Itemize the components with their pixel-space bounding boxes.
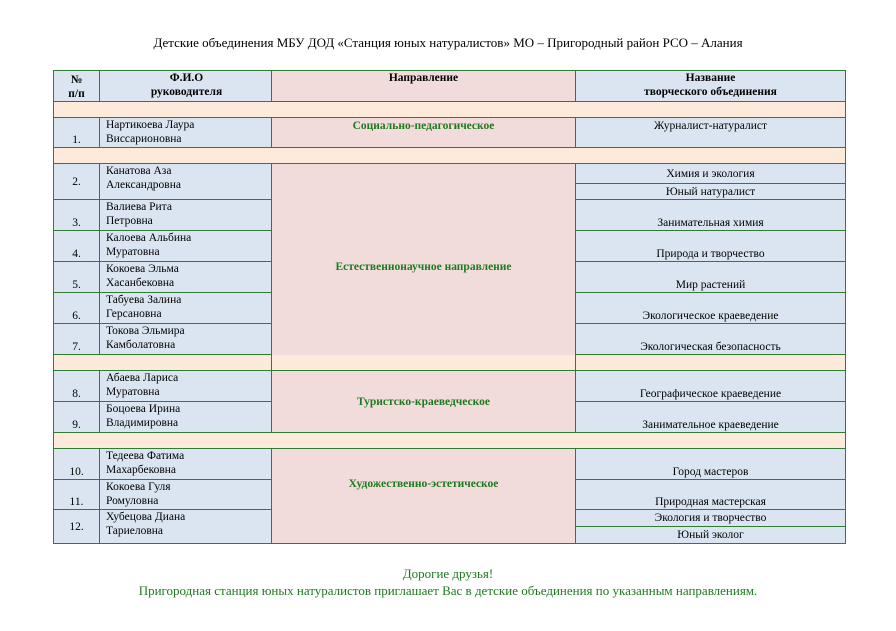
header-direction: Направление [272,71,576,102]
row-num: 9. [54,402,100,433]
leader-name: Кокоева Эльма Хасанбековна [100,262,272,293]
club-name: Экологическое краеведение [576,293,846,324]
leader-name: Валиева Рита Петровна [100,200,272,231]
leader-name: Нартикоева Лаура Виссарионовна [100,118,272,148]
club-name: Экология и творчество [576,510,846,527]
row-num: 1. [54,118,100,148]
leader-name: Абаева Лариса Муратовна [100,371,272,402]
club-name: Географическое краеведение [576,371,846,402]
header-name: Ф.И.О руководителя [100,71,272,102]
club-name: Мир растений [576,262,846,293]
footer-greeting: Дорогие друзья! [402,566,494,581]
club-name: Город мастеров [576,449,846,480]
club-name: Природа и творчество [576,231,846,262]
direction-cell: Туристско-краеведческое [272,371,576,433]
separator-row [54,102,846,118]
row-num: 8. [54,371,100,402]
leader-name: Кокоева Гуля Ромуловна [100,480,272,510]
leader-name: Тедеева Фатима Махарбековна [100,449,272,480]
header-club: Название творческого объединения [576,71,846,102]
table-header-row [54,71,846,102]
leader-name: Боцоева Ирина Владимировна [100,402,272,433]
row-num: 11. [54,480,100,510]
direction-cell: Художественно-эстетическое [272,449,576,544]
row-num: 6. [54,293,100,324]
footer-invitation: Пригородная станция юных натуралистов приглашает Вас в детские объединения по указанным направлениям. [138,583,758,598]
leader-name: Канатова Аза Александровна [100,164,272,200]
separator-row [54,355,846,371]
clubs-table [53,70,846,544]
separator-row [54,433,846,449]
club-name: Журналист-натуралист [576,118,846,148]
row-num: 10. [54,449,100,480]
header-num: № п/п [54,71,100,102]
row-num: 2. [54,164,100,200]
page-title: Детские объединения МБУ ДОД «Станция юных натуралистов» МО – Пригородный район РСО – Алания [153,35,743,50]
row-num: 12. [54,510,100,544]
table-row [54,449,846,480]
leader-name: Табуева Залина Герсановна [100,293,272,324]
leader-name: Токова Эльмира Камболатовна [100,324,272,355]
club-name: Юный эколог [576,527,846,544]
row-num: 7. [54,324,100,355]
table-row [54,118,846,148]
leader-name: Хубецова Диана Тариеловна [100,510,272,544]
club-name: Юный натуралист [576,184,846,200]
club-name: Экологическая безопасность [576,324,846,355]
row-num: 4. [54,231,100,262]
table-row [54,371,846,402]
row-num: 5. [54,262,100,293]
leader-name: Калоева Альбина Муратовна [100,231,272,262]
row-num: 3. [54,200,100,231]
direction-cell: Социально-педагогическое [272,118,576,148]
club-name: Химия и экология [576,164,846,184]
table-row [54,164,846,184]
club-name: Природная мастерская [576,480,846,510]
club-name: Занимательное краеведение [576,402,846,433]
club-name: Занимательная химия [576,200,846,231]
separator-row [54,148,846,164]
direction-cell: Естественнонаучное направление [272,164,576,371]
